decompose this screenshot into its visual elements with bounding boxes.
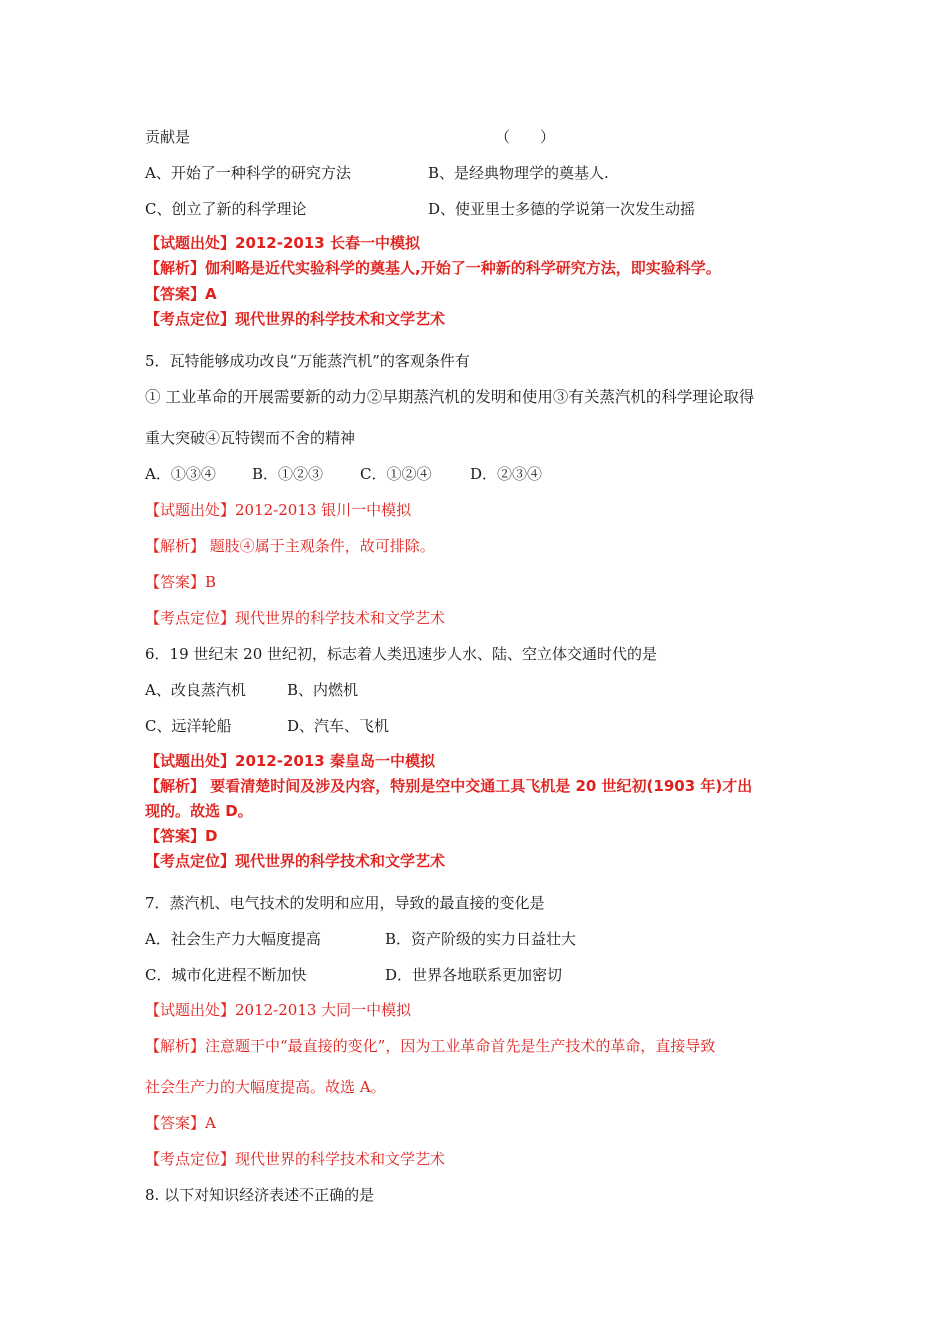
- q6-option-b: B、内燃机: [287, 681, 359, 699]
- q5-option-b: B．①②③: [252, 465, 324, 483]
- q4-option-c: C、创立了新的科学理论: [145, 200, 307, 218]
- q5-option-a: A．①③④: [145, 465, 216, 483]
- q4-option-d: D、使亚里士多德的学说第一次发生动摇: [428, 200, 696, 218]
- q5-option-c: C．①②④: [360, 465, 432, 483]
- q4-stem-text: 贡献是: [145, 128, 191, 146]
- q7-topic: 【考点定位】现代世界的科学技术和文学艺术: [145, 1150, 446, 1168]
- q7-source: 【试题出处】2012-2013 大同一中模拟: [145, 1001, 412, 1019]
- q4-option-row-2: [145, 199, 696, 219]
- q4-stem-tail: [145, 127, 556, 147]
- q4-analysis: 【解析】伽利略是近代实验科学的奠基人,开始了一种新的科学研究方法，即实验科学。: [145, 259, 721, 277]
- q7-option-d: D．世界各地联系更加密切: [385, 966, 563, 984]
- q7-answer: 【答案】A: [145, 1114, 216, 1132]
- q5-topic: 【考点定位】现代世界的科学技术和文学艺术: [145, 609, 446, 627]
- q6-option-row-1: [145, 680, 359, 700]
- q6-analysis-line-2: 现的。故选 D。: [145, 802, 253, 820]
- q7-option-row-2: [145, 965, 563, 985]
- q6-answer: 【答案】D: [145, 827, 218, 845]
- q6-source: 【试题出处】2012-2013 秦皇岛一中模拟: [145, 752, 435, 770]
- q4-answer: 【答案】A: [145, 285, 217, 303]
- q6-option-c: C、远洋轮船: [145, 717, 232, 735]
- q4-option-b: B、是经典物理学的奠基人.: [428, 164, 609, 182]
- q6-topic: 【考点定位】现代世界的科学技术和文学艺术: [145, 852, 446, 870]
- q8-stem: 8. 以下对知识经济表述不正确的是: [145, 1186, 375, 1204]
- q7-stem: 7．蒸汽机、电气技术的发明和应用，导致的最直接的变化是: [145, 894, 545, 912]
- q6-option-a: A、改良蒸汽机: [145, 681, 246, 699]
- q6-option-d: D、汽车、飞机: [287, 717, 390, 735]
- q5-analysis: 【解析】 题肢④属于主观条件，故可排除。: [145, 537, 435, 555]
- q5-conditions-line-2: 重大突破④瓦特锲而不舍的精神: [145, 429, 356, 447]
- q6-stem: 6．19 世纪末 20 世纪初，标志着人类迅速步人水、陆、空立体交通时代的是: [145, 645, 658, 663]
- q6-option-row-2: [145, 716, 390, 736]
- q4-option-row-1: [145, 163, 609, 183]
- q6-analysis-line-1: 【解析】 要看清楚时间及涉及内容，特别是空中交通工具飞机是 20 世纪初(1903 年)才出: [145, 777, 753, 795]
- q7-option-row-1: [145, 929, 577, 949]
- q5-conditions-line-1: ① 工业革命的开展需要新的动力②早期蒸汽机的发明和使用③有关蒸汽机的科学理论取得: [145, 388, 755, 406]
- q7-option-a: A．社会生产力大幅度提高: [145, 930, 321, 948]
- q5-option-row: [145, 464, 543, 484]
- q4-option-a: A、开始了一种科学的研究方法: [145, 164, 351, 182]
- q5-stem: 5．瓦特能够成功改良“万能蒸汽机”的客观条件有: [145, 352, 470, 370]
- q4-answer-paren: （ ）: [495, 128, 556, 146]
- q7-option-c: C．城市化进程不断加快: [145, 966, 307, 984]
- q5-answer: 【答案】B: [145, 573, 217, 591]
- q5-source: 【试题出处】2012-2013 银川一中模拟: [145, 501, 412, 519]
- q7-analysis-line-2: 社会生产力的大幅度提高。故选 A。: [145, 1078, 386, 1096]
- q4-source: 【试题出处】2012-2013 长春一中模拟: [145, 234, 420, 252]
- q5-option-d: D．②③④: [470, 465, 543, 483]
- q7-option-b: B．资产阶级的实力日益壮大: [385, 930, 577, 948]
- q7-analysis-line-1: 【解析】注意题干中“最直接的变化”，因为工业革命首先是生产技术的革命，直接导致: [145, 1037, 716, 1055]
- q4-topic: 【考点定位】现代世界的科学技术和文学艺术: [145, 310, 446, 328]
